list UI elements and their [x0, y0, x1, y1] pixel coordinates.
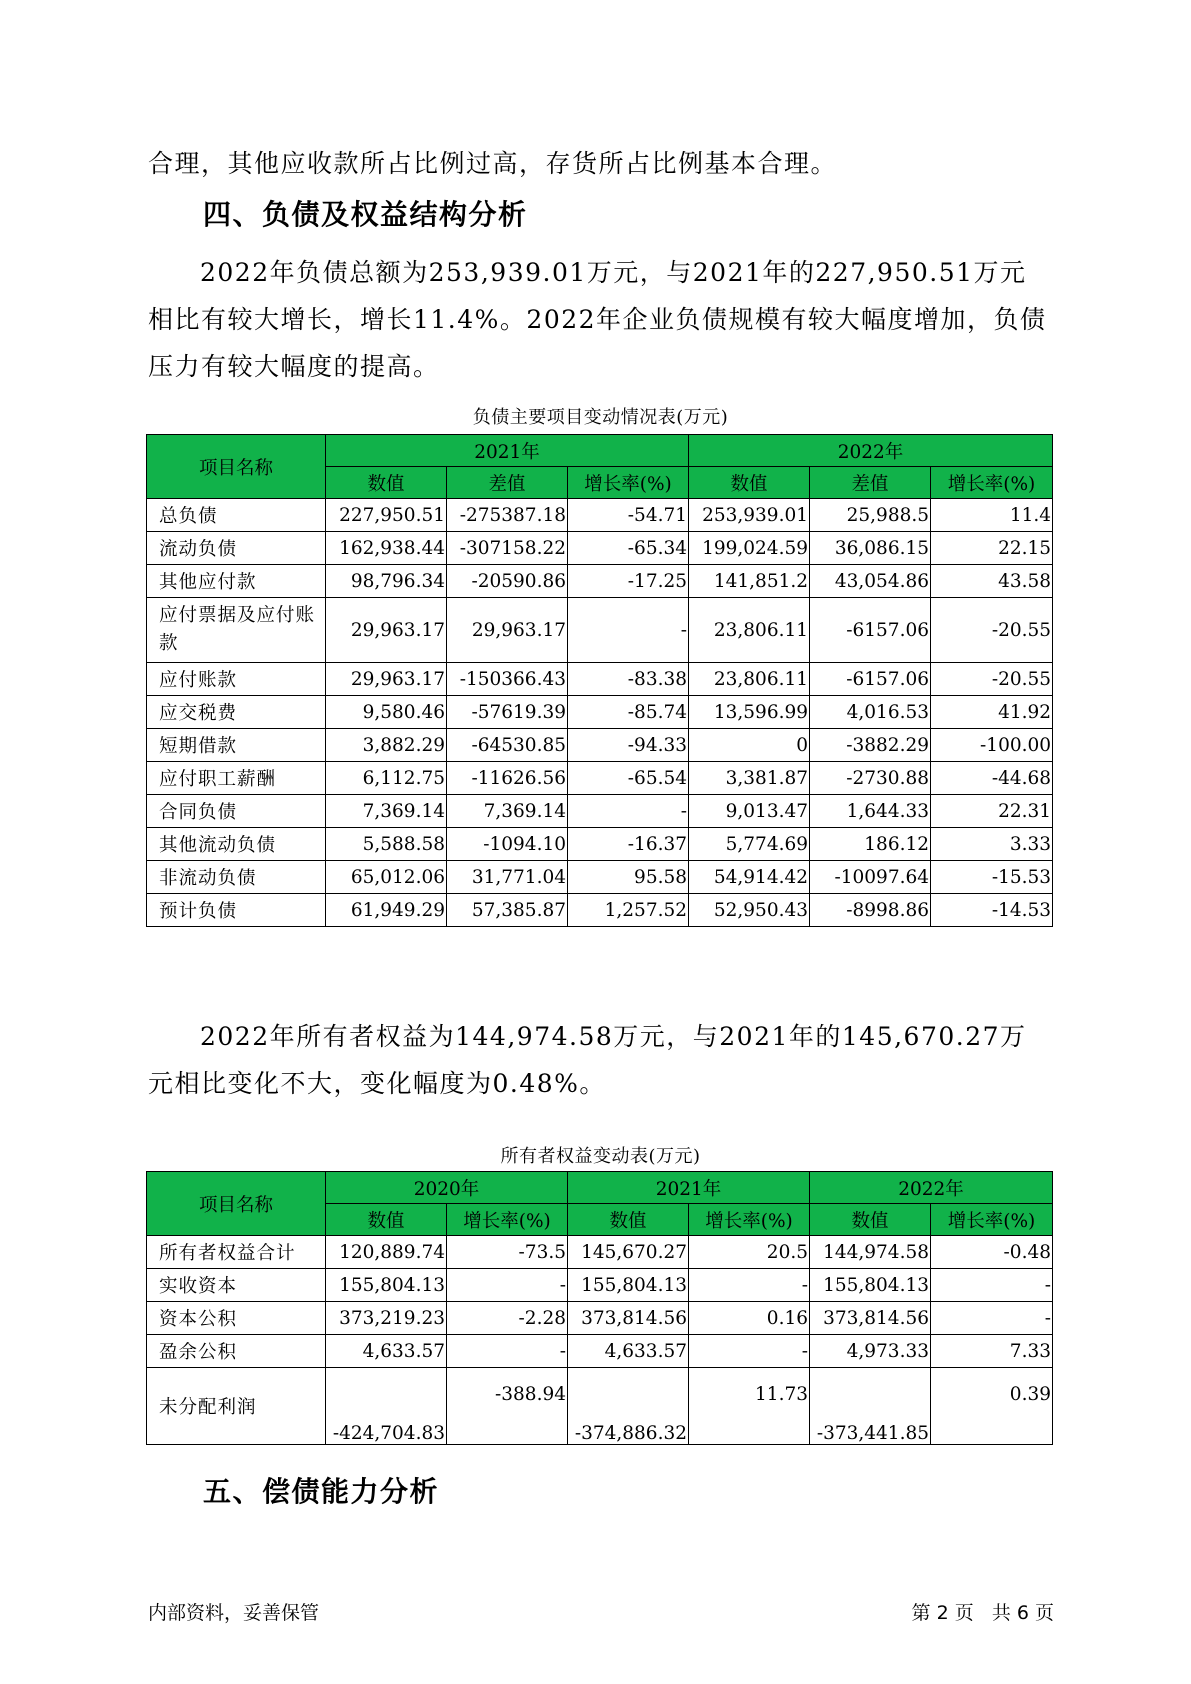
row-label: 应付票据及应付账款	[147, 598, 326, 663]
cell-diff-2022: -3882.29	[810, 729, 931, 762]
row-label: 其他应付款	[147, 565, 326, 598]
cell-growth-2022: 0.39	[931, 1368, 1053, 1445]
cell-value-2022: 144,974.58	[810, 1236, 931, 1269]
table-row	[147, 861, 1053, 894]
cell-value-2021: 5,588.58	[326, 828, 447, 861]
table-row	[147, 1269, 1053, 1302]
table-row	[147, 828, 1053, 861]
cell-value-2021: 65,012.06	[326, 861, 447, 894]
cell-diff-2021: 31,771.04	[447, 861, 568, 894]
column-header-item-name: 项目名称	[147, 1172, 326, 1236]
table-row	[147, 696, 1053, 729]
cell-value-2022: 373,814.56	[810, 1302, 931, 1335]
row-label: 短期借款	[147, 729, 326, 762]
cell-value-2020: -424,704.83	[326, 1368, 447, 1445]
equity-table	[146, 1171, 1053, 1445]
subheader-growth: 增长率(%)	[689, 1204, 810, 1236]
cell-value-2022: 199,024.59	[689, 532, 810, 565]
cell-value-2022: 141,851.2	[689, 565, 810, 598]
cell-diff-2021: -1094.10	[447, 828, 568, 861]
cell-diff-2021: -150366.43	[447, 663, 568, 696]
cell-value-2022: 23,806.11	[689, 663, 810, 696]
cell-diff-2021: -307158.22	[447, 532, 568, 565]
section-heading-liabilities-equity: 四、负债及权益结构分析	[203, 198, 528, 231]
cell-value-2021: 227,950.51	[326, 499, 447, 532]
cell-growth-2021: -65.34	[568, 532, 689, 565]
equity-paragraph: 2022年所有者权益为144,974.58万元，与2021年的145,670.27万元相比变化不大，变化幅度为0.48%。	[148, 1022, 1027, 1098]
intro-paragraph: 合理，其他应收款所占比例过高，存货所占比例基本合理。	[148, 149, 838, 178]
cell-diff-2022: -8998.86	[810, 894, 931, 927]
cell-growth-2021: -	[689, 1335, 810, 1368]
subheader-value: 数值	[810, 1204, 931, 1236]
cell-growth-2022: 22.15	[931, 532, 1053, 565]
row-label: 合同负债	[147, 795, 326, 828]
cell-diff-2022: -10097.64	[810, 861, 931, 894]
cell-growth-2020: -	[447, 1269, 568, 1302]
cell-value-2021: 9,580.46	[326, 696, 447, 729]
cell-growth-2021: -83.38	[568, 663, 689, 696]
cell-growth-2020: -73.5	[447, 1236, 568, 1269]
cell-value-2021: 98,796.34	[326, 565, 447, 598]
cell-value-2021: 29,963.17	[326, 598, 447, 663]
cell-growth-2022: -	[931, 1269, 1053, 1302]
cell-growth-2020: -388.94	[447, 1368, 568, 1445]
subheader-growth: 增长率(%)	[931, 1204, 1053, 1236]
cell-value-2022: 13,596.99	[689, 696, 810, 729]
subheader-growth: 增长率(%)	[931, 467, 1053, 499]
cell-growth-2021: -	[689, 1269, 810, 1302]
section-heading-solvency: 五、偿债能力分析	[203, 1475, 440, 1508]
cell-value-2022: 155,804.13	[810, 1269, 931, 1302]
subheader-growth: 增长率(%)	[447, 1204, 568, 1236]
table-row	[147, 663, 1053, 696]
cell-diff-2022: -6157.06	[810, 598, 931, 663]
cell-diff-2022: 1,644.33	[810, 795, 931, 828]
row-label: 应付职工薪酬	[147, 762, 326, 795]
cell-growth-2022: -100.00	[931, 729, 1053, 762]
cell-growth-2021: -	[568, 598, 689, 663]
row-label: 预计负债	[147, 894, 326, 927]
cell-diff-2021: -20590.86	[447, 565, 568, 598]
table-row	[147, 894, 1053, 927]
row-label: 其他流动负债	[147, 828, 326, 861]
equity-table-caption: 所有者权益变动表(万元)	[500, 1146, 701, 1167]
table-row	[147, 565, 1053, 598]
cell-value-2021: 7,369.14	[326, 795, 447, 828]
table-row	[147, 1236, 1053, 1269]
column-header-year-2021: 2021年	[326, 435, 689, 467]
cell-growth-2022: -20.55	[931, 663, 1053, 696]
cell-value-2022: 4,973.33	[810, 1335, 931, 1368]
row-label: 盈余公积	[147, 1335, 326, 1368]
cell-growth-2022: -15.53	[931, 861, 1053, 894]
cell-growth-2021: 1,257.52	[568, 894, 689, 927]
cell-diff-2022: 43,054.86	[810, 565, 931, 598]
table-row	[147, 1368, 1053, 1445]
cell-growth-2021: 20.5	[689, 1236, 810, 1269]
cell-growth-2021: -94.33	[568, 729, 689, 762]
cell-value-2021: 155,804.13	[568, 1269, 689, 1302]
cell-diff-2021: -57619.39	[447, 696, 568, 729]
row-label: 应付账款	[147, 663, 326, 696]
cell-value-2020: 155,804.13	[326, 1269, 447, 1302]
cell-diff-2021: 29,963.17	[447, 598, 568, 663]
row-label: 流动负债	[147, 532, 326, 565]
cell-value-2020: 373,219.23	[326, 1302, 447, 1335]
cell-growth-2021: -17.25	[568, 565, 689, 598]
cell-value-2022: 54,914.42	[689, 861, 810, 894]
cell-value-2022: 3,381.87	[689, 762, 810, 795]
table-row	[147, 729, 1053, 762]
cell-growth-2021: -16.37	[568, 828, 689, 861]
cell-growth-2021: 0.16	[689, 1302, 810, 1335]
row-label: 应交税费	[147, 696, 326, 729]
cell-growth-2021: -65.54	[568, 762, 689, 795]
cell-growth-2021: -	[568, 795, 689, 828]
cell-growth-2022: -14.53	[931, 894, 1053, 927]
subheader-growth: 增长率(%)	[568, 467, 689, 499]
cell-value-2022: 9,013.47	[689, 795, 810, 828]
cell-growth-2021: 11.73	[689, 1368, 810, 1445]
cell-diff-2022: 4,016.53	[810, 696, 931, 729]
cell-value-2021: 29,963.17	[326, 663, 447, 696]
subheader-value: 数值	[326, 467, 447, 499]
cell-value-2020: 120,889.74	[326, 1236, 447, 1269]
cell-growth-2022: -	[931, 1302, 1053, 1335]
table-row	[147, 762, 1053, 795]
row-label: 所有者权益合计	[147, 1236, 326, 1269]
cell-value-2022: 23,806.11	[689, 598, 810, 663]
row-label: 实收资本	[147, 1269, 326, 1302]
cell-growth-2022: -20.55	[931, 598, 1053, 663]
cell-growth-2022: 41.92	[931, 696, 1053, 729]
row-label: 资本公积	[147, 1302, 326, 1335]
cell-value-2021: 6,112.75	[326, 762, 447, 795]
cell-value-2022: 5,774.69	[689, 828, 810, 861]
cell-growth-2022: 43.58	[931, 565, 1053, 598]
table-row	[147, 598, 1053, 663]
cell-value-2021: 4,633.57	[568, 1335, 689, 1368]
cell-value-2021: 61,949.29	[326, 894, 447, 927]
cell-diff-2021: -275387.18	[447, 499, 568, 532]
cell-growth-2022: 3.33	[931, 828, 1053, 861]
cell-diff-2021: 7,369.14	[447, 795, 568, 828]
subheader-value: 数值	[326, 1204, 447, 1236]
cell-value-2022: 253,939.01	[689, 499, 810, 532]
cell-value-2021: 3,882.29	[326, 729, 447, 762]
cell-growth-2022: 7.33	[931, 1335, 1053, 1368]
cell-growth-2020: -2.28	[447, 1302, 568, 1335]
column-header-year-2020: 2020年	[326, 1172, 568, 1204]
cell-value-2021: -374,886.32	[568, 1368, 689, 1445]
subheader-value: 数值	[689, 467, 810, 499]
cell-diff-2022: -2730.88	[810, 762, 931, 795]
cell-growth-2022: 22.31	[931, 795, 1053, 828]
table-row	[147, 532, 1053, 565]
subheader-diff: 差值	[810, 467, 931, 499]
subheader-value: 数值	[568, 1204, 689, 1236]
cell-growth-2020: -	[447, 1335, 568, 1368]
table-row	[147, 1335, 1053, 1368]
column-header-year-2022: 2022年	[689, 435, 1053, 467]
cell-diff-2022: 36,086.15	[810, 532, 931, 565]
column-header-item-name: 项目名称	[147, 435, 326, 499]
cell-value-2022: 0	[689, 729, 810, 762]
cell-diff-2022: 25,988.5	[810, 499, 931, 532]
cell-growth-2021: -54.71	[568, 499, 689, 532]
cell-diff-2021: -11626.56	[447, 762, 568, 795]
column-header-year-2021: 2021年	[568, 1172, 810, 1204]
footer-page-number: 第 2 页 共 6 页	[911, 1602, 1054, 1624]
cell-value-2021: 145,670.27	[568, 1236, 689, 1269]
liabilities-table	[146, 434, 1053, 927]
column-header-year-2022: 2022年	[810, 1172, 1053, 1204]
row-label: 非流动负债	[147, 861, 326, 894]
cell-diff-2022: -6157.06	[810, 663, 931, 696]
cell-value-2022: -373,441.85	[810, 1368, 931, 1445]
cell-diff-2021: 57,385.87	[447, 894, 568, 927]
cell-diff-2021: -64530.85	[447, 729, 568, 762]
cell-growth-2021: 95.58	[568, 861, 689, 894]
cell-value-2021: 373,814.56	[568, 1302, 689, 1335]
cell-growth-2022: 11.4	[931, 499, 1053, 532]
row-label: 总负债	[147, 499, 326, 532]
cell-growth-2022: -0.48	[931, 1236, 1053, 1269]
row-label: 未分配利润	[147, 1368, 326, 1445]
cell-value-2022: 52,950.43	[689, 894, 810, 927]
table-row	[147, 1302, 1053, 1335]
cell-value-2021: 162,938.44	[326, 532, 447, 565]
table-row	[147, 795, 1053, 828]
footer-confidential-note: 内部资料，妥善保管	[148, 1602, 320, 1624]
cell-value-2020: 4,633.57	[326, 1335, 447, 1368]
subheader-diff: 差值	[447, 467, 568, 499]
table-row	[147, 499, 1053, 532]
liabilities-table-caption: 负债主要项目变动情况表(万元)	[472, 407, 729, 428]
liabilities-paragraph: 2022年负债总额为253,939.01万元，与2021年的227,950.51万元相比有较大增长，增长11.4%。2022年企业负债规模有较大幅度增加，负债压力有较大幅度的提高。	[148, 258, 1047, 381]
cell-growth-2022: -44.68	[931, 762, 1053, 795]
cell-diff-2022: 186.12	[810, 828, 931, 861]
cell-growth-2021: -85.74	[568, 696, 689, 729]
